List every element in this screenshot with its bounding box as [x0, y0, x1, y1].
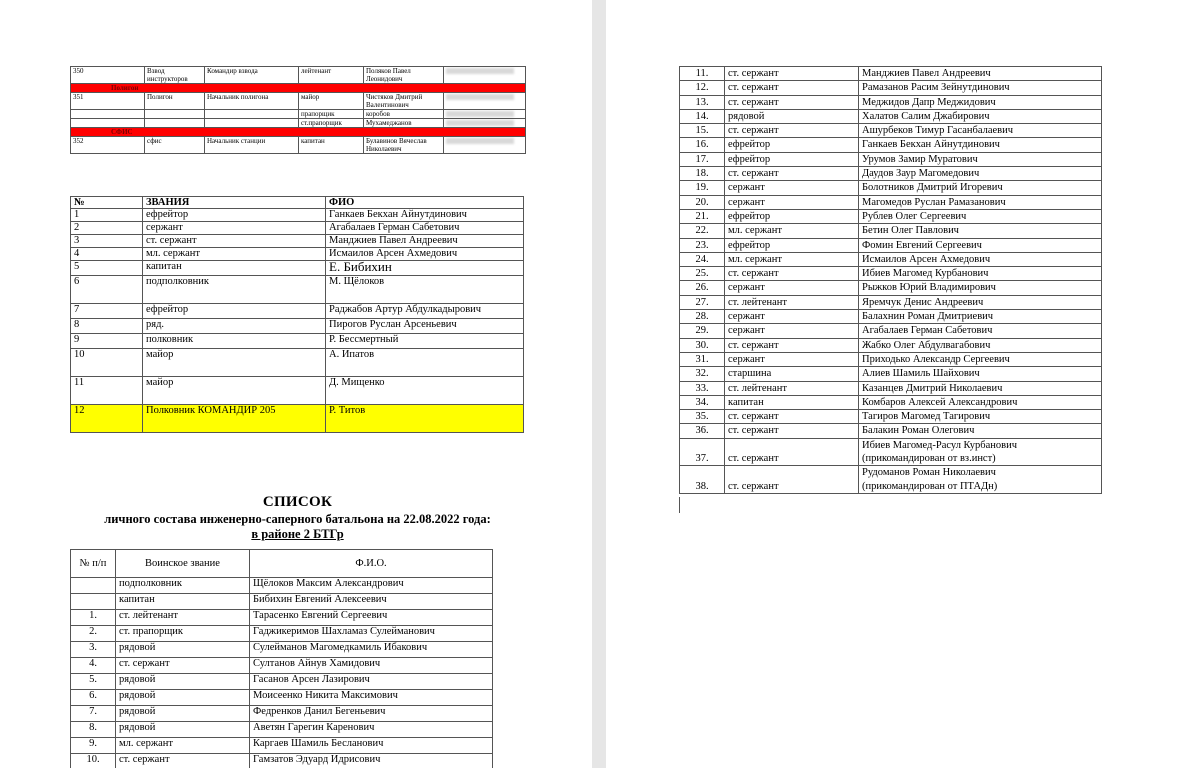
row-rank: ст. сержант: [725, 438, 859, 466]
table-row: [680, 124, 1102, 138]
row-rank: ефрейтор: [725, 209, 859, 223]
row-name: Балакин Роман Олегович: [859, 424, 1102, 438]
row-rank: рядовой: [116, 674, 250, 690]
page-gutter: [592, 0, 606, 768]
row-number: 18.: [680, 167, 725, 181]
table-row: [71, 137, 526, 154]
row-rank: ст. сержант: [725, 338, 859, 352]
personnel-table-continued: [679, 66, 1102, 494]
table-cell-sub: Полигон: [145, 93, 205, 110]
row-name: Султанов Айнув Хамидович: [250, 658, 493, 674]
row-rank: ст. сержант: [143, 235, 326, 248]
row-number: 25.: [680, 267, 725, 281]
row-rank: ст. сержант: [725, 410, 859, 424]
row-number: 5.: [71, 674, 116, 690]
row-number: 20.: [680, 195, 725, 209]
row-number: 2: [71, 222, 143, 235]
table-cell-rank: прапорщик: [299, 110, 364, 119]
row-number: 19.: [680, 181, 725, 195]
row-rank: рядовой: [725, 109, 859, 123]
row-rank: ст. прапорщик: [116, 626, 250, 642]
table-row: [71, 626, 493, 642]
row-number: 2.: [71, 626, 116, 642]
row-name: Ганкаев Бекхан Айнутдинович: [326, 209, 524, 222]
table-row: [680, 252, 1102, 266]
section-band: СФИС: [71, 128, 526, 137]
table-row: [71, 610, 493, 626]
table-row: [71, 738, 493, 754]
table-cell-n: 352: [71, 137, 145, 154]
row-rank: сержант: [725, 281, 859, 295]
row-number: 33.: [680, 381, 725, 395]
row-name: Пирогов Руслан Арсеньевич: [326, 319, 524, 334]
row-number: 4.: [71, 658, 116, 674]
redacted-block: [446, 111, 514, 117]
redacted-cell: [444, 67, 526, 84]
row-rank: капитан: [725, 395, 859, 409]
row-name: Исмаилов Арсен Ахмедович: [326, 248, 524, 261]
table-row: [71, 722, 493, 738]
row-name: Меджидов Дапр Меджидович: [859, 95, 1102, 109]
table-row: [71, 261, 524, 276]
row-name: Казанцев Дмитрий Николаевич: [859, 381, 1102, 395]
table-row: [680, 324, 1102, 338]
row-rank: сержант: [725, 310, 859, 324]
row-rank: старшина: [725, 367, 859, 381]
row-number: 30.: [680, 338, 725, 352]
table-cell-name: Поляков Павел Леонидович: [364, 67, 444, 84]
row-number: 8.: [71, 722, 116, 738]
person-name: Рудоманов Роман Николаевич: [862, 467, 996, 479]
table-cell-name: Чистяков Дмитрий Валентинович: [364, 93, 444, 110]
row-number: 36.: [680, 424, 725, 438]
row-number: 5: [71, 261, 143, 276]
table-row: [71, 67, 526, 84]
table-cell-pos: Начальник станции: [205, 137, 299, 154]
table-row: [71, 706, 493, 722]
row-number: 21.: [680, 209, 725, 223]
table-row: [71, 690, 493, 706]
table-row: [71, 119, 526, 128]
row-rank: майор: [143, 349, 326, 377]
row-number: 34.: [680, 395, 725, 409]
row-name: Исмаилов Арсен Ахмедович: [859, 252, 1102, 266]
table-row: [680, 295, 1102, 309]
table-cell-pos: [205, 119, 299, 128]
row-name: М. Щёлоков: [326, 276, 524, 304]
row-number: 31.: [680, 352, 725, 366]
row-number: 12: [71, 405, 143, 433]
table-row: [71, 276, 524, 304]
row-rank: ефрейтор: [143, 209, 326, 222]
table-cell-n: [71, 119, 145, 128]
table-cell-n: 351: [71, 93, 145, 110]
row-rank: рядовой: [116, 690, 250, 706]
row-name: Гаджикеримов Шахламаз Сулейманович: [250, 626, 493, 642]
row-name: Д. Мищенко: [326, 377, 524, 405]
row-number: 14.: [680, 109, 725, 123]
row-name: Магомедов Руслан Рамазанович: [859, 195, 1102, 209]
row-name: Халатов Салим Джабирович: [859, 109, 1102, 123]
row-number: 6: [71, 276, 143, 304]
table-cell-n: [71, 110, 145, 119]
row-name: Комбаров Алексей Александрович: [859, 395, 1102, 409]
row-number: [71, 594, 116, 610]
col-header-number: № п/п: [71, 550, 116, 578]
table-row: [71, 84, 526, 93]
row-rank: ст. сержант: [725, 67, 859, 81]
row-name: Р. Титов: [326, 405, 524, 433]
row-name: Тагиров Магомед Тагирович: [859, 410, 1102, 424]
ranks-table: [70, 196, 524, 433]
redacted-block: [446, 120, 514, 126]
table-stub-line: [679, 497, 680, 513]
row-name: Сулейманов Магомедкамиль Ибакович: [250, 642, 493, 658]
row-rank: сержант: [725, 324, 859, 338]
row-number: 24.: [680, 252, 725, 266]
table-cell-name: Мухамеджанов: [364, 119, 444, 128]
row-rank: ст. сержант: [725, 124, 859, 138]
table-row: [71, 754, 493, 768]
row-number: 32.: [680, 367, 725, 381]
row-name: Гамзатов Эдуард Идрисович: [250, 754, 493, 768]
table-row: [680, 367, 1102, 381]
row-rank: мл. сержант: [725, 224, 859, 238]
table-row: [71, 128, 526, 137]
row-rank: капитан: [143, 261, 326, 276]
row-name: Р. Бессмертный: [326, 334, 524, 349]
table-row: [680, 352, 1102, 366]
row-rank: Полковник КОМАНДИР 205: [143, 405, 326, 433]
attachment-note: (прикомандирован от ПТАДн): [862, 480, 998, 492]
row-rank: подполковник: [116, 578, 250, 594]
row-name: А. Ипатов: [326, 349, 524, 377]
table-row: [71, 222, 524, 235]
row-number: 9: [71, 334, 143, 349]
row-name: Е. Бибихин: [326, 261, 524, 276]
row-name: Алиев Шамиль Шайхович: [859, 367, 1102, 381]
row-name: Бетин Олег Павлович: [859, 224, 1102, 238]
table-cell-name: Булавинов Вячеслав Николаевич: [364, 137, 444, 154]
row-name: Болотников Дмитрий Игоревич: [859, 181, 1102, 195]
row-number: 6.: [71, 690, 116, 706]
row-number: 37.: [680, 438, 725, 466]
table-row: [680, 238, 1102, 252]
row-rank: рядовой: [116, 706, 250, 722]
list-location: в районе 2 БТГр: [251, 527, 344, 541]
row-number: 35.: [680, 410, 725, 424]
table-row: [71, 377, 524, 405]
row-name: Федренков Данил Бегеньевич: [250, 706, 493, 722]
document-page-left: [0, 0, 592, 768]
redacted-block: [446, 138, 514, 144]
row-rank: подполковник: [143, 276, 326, 304]
list-subtitle: личного состава инженерно-саперного батальона на 22.08.2022 года:: [104, 512, 491, 526]
table-cell-rank: ст.прапорщик: [299, 119, 364, 128]
row-number: 22.: [680, 224, 725, 238]
row-rank: ряд.: [143, 319, 326, 334]
table-cell-sub: Взвод инструкторов: [145, 67, 205, 84]
table-cell-sub: [145, 110, 205, 119]
row-number: 7: [71, 304, 143, 319]
row-number: 23.: [680, 238, 725, 252]
row-name: Моисеенко Никита Максимович: [250, 690, 493, 706]
table-row: [71, 578, 493, 594]
table-cell-rank: лейтенант: [299, 67, 364, 84]
row-number: 28.: [680, 310, 725, 324]
table-row: [71, 319, 524, 334]
row-rank: сержант: [143, 222, 326, 235]
table-row: [71, 674, 493, 690]
table-row: [680, 466, 1102, 494]
row-rank: ст. сержант: [116, 754, 250, 768]
row-rank: ефрейтор: [725, 238, 859, 252]
table-cell-pos: [205, 110, 299, 119]
redacted-cell: [444, 93, 526, 110]
table-row: [71, 235, 524, 248]
table-row: [680, 424, 1102, 438]
row-rank: ст. лейтенант: [725, 381, 859, 395]
row-number: 16.: [680, 138, 725, 152]
table-row: [71, 248, 524, 261]
table-row: [680, 209, 1102, 223]
row-rank: полковник: [143, 334, 326, 349]
staff-position-table: [70, 66, 526, 154]
row-number: 12.: [680, 81, 725, 95]
row-name: Балахнин Роман Дмитриевич: [859, 310, 1102, 324]
row-number: 38.: [680, 466, 725, 494]
row-rank: капитан: [116, 594, 250, 610]
personnel-table: [70, 549, 493, 768]
row-number: 11.: [680, 67, 725, 81]
table-cell-pos: Начальник полигона: [205, 93, 299, 110]
col-header-rank: Воинское звание: [116, 550, 250, 578]
row-name: Аветян Гарегин Каренович: [250, 722, 493, 738]
row-name: Тарасенко Евгений Сергеевич: [250, 610, 493, 626]
table-row: [680, 181, 1102, 195]
row-name: Гасанов Арсен Лазирович: [250, 674, 493, 690]
list-title: СПИСОК: [262, 494, 333, 510]
row-name: Жабко Олег Абдулвагабович: [859, 338, 1102, 352]
row-name: Яремчук Денис Андреевич: [859, 295, 1102, 309]
attachment-note: (прикомандирован от вз.инст): [862, 453, 996, 465]
table-cell-n: 350: [71, 67, 145, 84]
row-rank: ст. сержант: [725, 267, 859, 281]
table-row: [680, 224, 1102, 238]
redacted-block: [446, 94, 514, 100]
table-row: [71, 209, 524, 222]
table-cell-pos: Командир взвода: [205, 67, 299, 84]
row-name: Ганкаев Бекхан Айнутдинович: [859, 138, 1102, 152]
row-name: Урумов Замир Муратович: [859, 152, 1102, 166]
row-number: 10: [71, 349, 143, 377]
row-number: 1.: [71, 610, 116, 626]
row-number: 1: [71, 209, 143, 222]
row-number: 8: [71, 319, 143, 334]
section-band: Полигон: [71, 84, 526, 93]
row-number: 27.: [680, 295, 725, 309]
table-row: [680, 381, 1102, 395]
row-rank: майор: [143, 377, 326, 405]
table-row: [680, 67, 1102, 81]
row-rank: рядовой: [116, 642, 250, 658]
row-name: Рублев Олег Сергеевич: [859, 209, 1102, 223]
redacted-block: [446, 68, 514, 74]
person-name: Ибиев Магомед-Расул Курбанович: [862, 439, 1018, 451]
row-rank: ст. сержант: [725, 424, 859, 438]
table-row: [71, 349, 524, 377]
table-cell-sub: [145, 119, 205, 128]
row-rank: сержант: [725, 181, 859, 195]
row-rank: ст. сержант: [725, 81, 859, 95]
row-rank: ст. сержант: [725, 95, 859, 109]
row-number: 7.: [71, 706, 116, 722]
row-number: 13.: [680, 95, 725, 109]
row-name: Даудов Заур Магомедович: [859, 167, 1102, 181]
row-number: 10.: [71, 754, 116, 768]
table-row: [71, 334, 524, 349]
row-rank: мл. сержант: [143, 248, 326, 261]
table-row: [71, 658, 493, 674]
table-cell-rank: майор: [299, 93, 364, 110]
row-number: 29.: [680, 324, 725, 338]
row-name: Агабалаев Герман Сабетович: [326, 222, 524, 235]
row-name: Бибихин Евгений Алексеевич: [250, 594, 493, 610]
row-name: Манджиев Павел Андреевич: [326, 235, 524, 248]
row-name: Рыжков Юрий Владимирович: [859, 281, 1102, 295]
row-rank: ст. лейтенант: [725, 295, 859, 309]
row-rank: ефрейтор: [725, 138, 859, 152]
table-cell-name: коробов: [364, 110, 444, 119]
row-rank: рядовой: [116, 722, 250, 738]
table-row: [680, 438, 1102, 466]
row-name: Каргаев Шамиль Бесланович: [250, 738, 493, 754]
row-name: Агабалаев Герман Сабетович: [859, 324, 1102, 338]
redacted-cell: [444, 110, 526, 119]
row-rank: сержант: [725, 195, 859, 209]
table-row: [680, 395, 1102, 409]
row-rank: ст. сержант: [725, 466, 859, 494]
row-name: Манджиев Павел Андреевич: [859, 67, 1102, 81]
col-header-number: №: [71, 197, 143, 209]
row-rank: ефрейтор: [143, 304, 326, 319]
table-row: [680, 109, 1102, 123]
col-header-name: Ф.И.О.: [250, 550, 493, 578]
row-rank: ст. сержант: [116, 658, 250, 674]
row-rank: ст. сержант: [725, 167, 859, 181]
row-name: Рамазанов Расим Зейнутдинович: [859, 81, 1102, 95]
table-row: [680, 281, 1102, 295]
row-name: Щёлоков Максим Александрович: [250, 578, 493, 594]
redacted-cell: [444, 119, 526, 128]
row-number: 11: [71, 377, 143, 405]
row-number: 9.: [71, 738, 116, 754]
row-name: Раджабов Артур Абдулкадырович: [326, 304, 524, 319]
row-name: Фомин Евгений Сергеевич: [859, 238, 1102, 252]
row-name: Приходько Александр Сергеевич: [859, 352, 1102, 366]
table-row: [680, 410, 1102, 424]
table-row: [680, 267, 1102, 281]
row-number: 4: [71, 248, 143, 261]
redacted-cell: [444, 137, 526, 154]
table-row: [71, 93, 526, 110]
row-name: Ибиев Магомед Курбанович: [859, 267, 1102, 281]
table-row: [680, 81, 1102, 95]
row-rank: ст. лейтенант: [116, 610, 250, 626]
table-row: [71, 304, 524, 319]
table-row: [680, 167, 1102, 181]
row-name: [859, 438, 1102, 466]
row-number: [71, 578, 116, 594]
row-number: 3: [71, 235, 143, 248]
row-rank: мл. сержант: [116, 738, 250, 754]
table-row: [680, 152, 1102, 166]
row-name: Ашурбеков Тимур Гасанбалаевич: [859, 124, 1102, 138]
table-row: [680, 138, 1102, 152]
table-row: [71, 594, 493, 610]
document-page-right: [606, 0, 1198, 768]
row-number: 17.: [680, 152, 725, 166]
table-row: [71, 642, 493, 658]
table-cell-rank: капитан: [299, 137, 364, 154]
table-row: [680, 95, 1102, 109]
table-row: [71, 110, 526, 119]
table-row: [680, 310, 1102, 324]
row-number: 15.: [680, 124, 725, 138]
row-number: 3.: [71, 642, 116, 658]
row-rank: ефрейтор: [725, 152, 859, 166]
table-row: [71, 405, 524, 433]
table-row: [680, 338, 1102, 352]
col-header-rank: ЗВАНИЯ: [143, 197, 326, 209]
row-rank: мл. сержант: [725, 252, 859, 266]
row-number: 26.: [680, 281, 725, 295]
table-row: [680, 195, 1102, 209]
table-cell-sub: сфис: [145, 137, 205, 154]
row-name: [859, 466, 1102, 494]
col-header-name: ФИО: [326, 197, 524, 209]
row-rank: сержант: [725, 352, 859, 366]
